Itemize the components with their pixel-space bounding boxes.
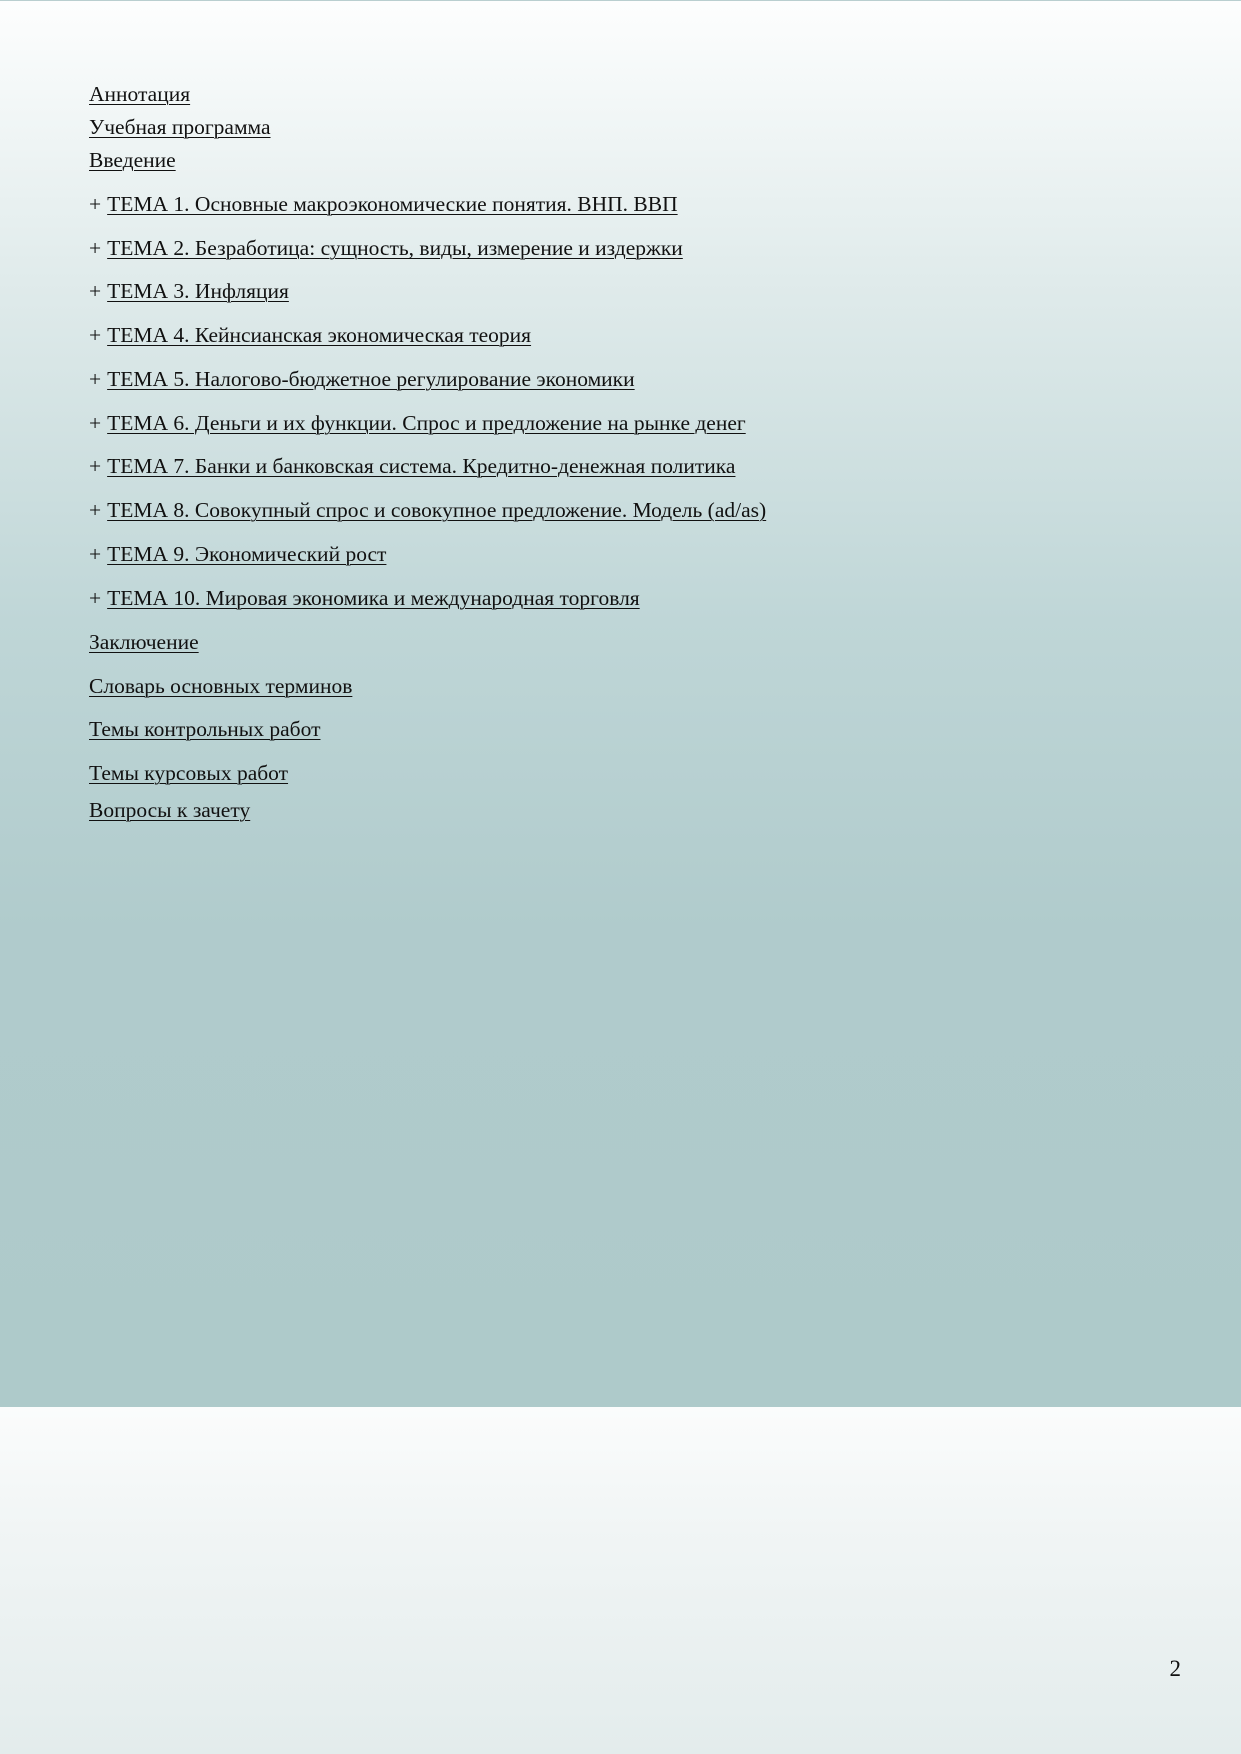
- toc-item-topic-2: [89, 235, 683, 261]
- toc-item-topic-3: [89, 278, 289, 304]
- toc-item-topic-7: [89, 453, 735, 479]
- toc-link-curriculum[interactable]: Учебная программа: [89, 115, 271, 139]
- expand-plus-icon[interactable]: +: [89, 367, 102, 391]
- toc-item-topic-10: [89, 585, 640, 611]
- toc-item-glossary: [89, 673, 352, 699]
- toc-item-topic-1: [89, 191, 678, 217]
- toc-item-curriculum: [89, 114, 271, 140]
- toc-link-topic-8[interactable]: ТЕМА 8. Совокупный спрос и совокупное предложение. Модель (ad/as): [107, 498, 767, 522]
- expand-plus-icon[interactable]: +: [89, 236, 102, 260]
- toc-link-exam-questions[interactable]: Вопросы к зачету: [89, 798, 251, 822]
- toc-link-coursework-topics[interactable]: Темы курсовых работ: [89, 761, 289, 785]
- toc-link-topic-3[interactable]: ТЕМА 3. Инфляция: [107, 279, 289, 303]
- toc-link-conclusion[interactable]: Заключение: [89, 630, 199, 654]
- toc-link-introduction[interactable]: Введение: [89, 148, 176, 172]
- toc-link-test-topics[interactable]: Темы контрольных работ: [89, 717, 321, 741]
- expand-plus-icon[interactable]: +: [89, 542, 102, 566]
- expand-plus-icon[interactable]: +: [89, 323, 102, 347]
- expand-plus-icon[interactable]: +: [89, 454, 102, 478]
- toc-link-glossary[interactable]: Словарь основных терминов: [89, 674, 353, 698]
- toc-link-topic-5[interactable]: ТЕМА 5. Налогово-бюджетное регулирование экономики: [107, 367, 635, 391]
- toc-link-topic-2[interactable]: ТЕМА 2. Безработица: сущность, виды, измерение и издержки: [107, 236, 683, 260]
- toc-link-topic-1[interactable]: ТЕМА 1. Основные макроэкономические понятия. ВНП. ВВП: [107, 192, 678, 216]
- toc-item-annotation: [89, 81, 190, 107]
- toc-item-topic-5: [89, 366, 635, 392]
- expand-plus-icon[interactable]: +: [89, 586, 102, 610]
- toc-link-annotation[interactable]: Аннотация: [89, 82, 191, 106]
- toc-link-topic-10[interactable]: ТЕМА 10. Мировая экономика и международная торговля: [107, 586, 640, 610]
- toc-link-topic-4[interactable]: ТЕМА 4. Кейнсианская экономическая теория: [107, 323, 532, 347]
- toc-item-topic-9: [89, 541, 386, 567]
- expand-plus-icon[interactable]: +: [89, 279, 102, 303]
- toc-link-topic-7[interactable]: ТЕМА 7. Банки и банковская система. Кредитно-денежная политика: [107, 454, 736, 478]
- toc-link-topic-9[interactable]: ТЕМА 9. Экономический рост: [107, 542, 387, 566]
- expand-plus-icon[interactable]: +: [89, 192, 102, 216]
- toc-item-test-topics: [89, 716, 320, 742]
- toc-item-introduction: [89, 147, 176, 173]
- toc-item-exam-questions: [89, 797, 250, 823]
- toc-item-coursework-topics: [89, 760, 288, 786]
- expand-plus-icon[interactable]: +: [89, 411, 102, 435]
- toc-item-topic-6: [89, 410, 746, 436]
- toc-item-conclusion: [89, 629, 199, 655]
- toc-item-topic-8: [89, 497, 766, 523]
- page-background-bottom: [0, 1407, 1241, 1754]
- page-number: 2: [1169, 1656, 1181, 1681]
- toc-link-topic-6[interactable]: ТЕМА 6. Деньги и их функции. Спрос и предложение на рынке денег: [107, 411, 746, 435]
- expand-plus-icon[interactable]: +: [89, 498, 102, 522]
- toc-item-topic-4: [89, 322, 531, 348]
